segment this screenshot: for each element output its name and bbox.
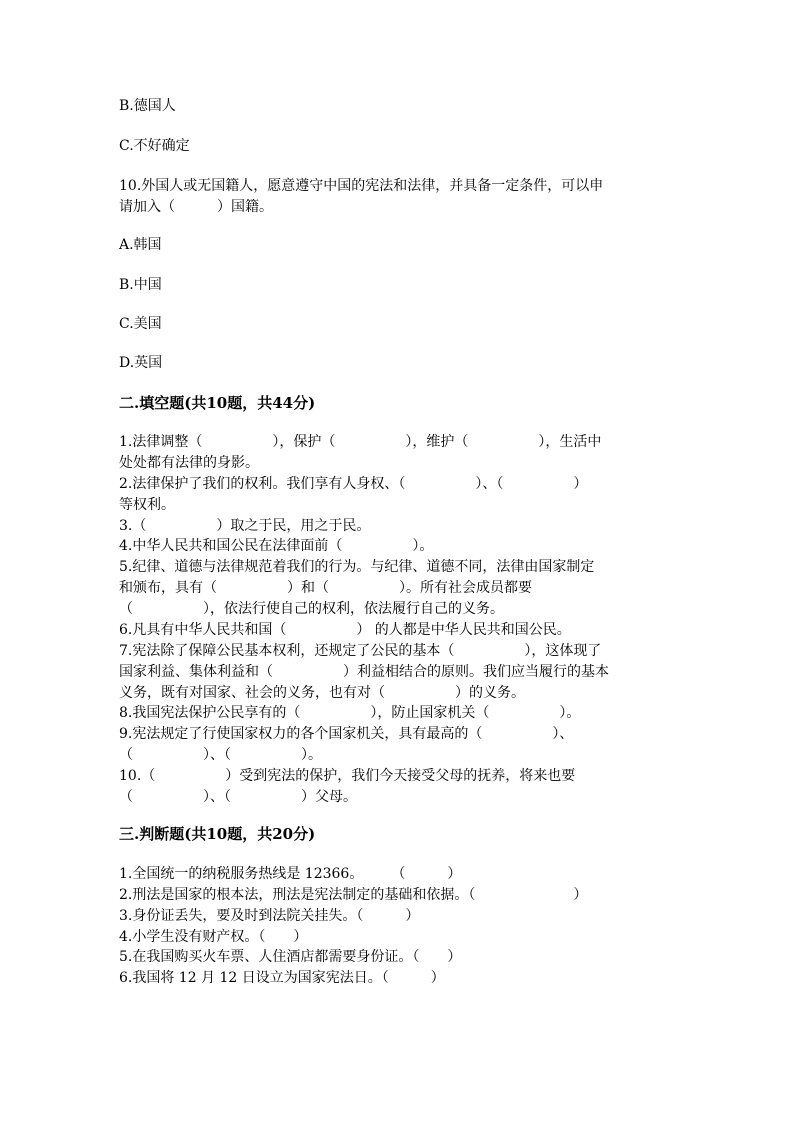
fill-line: 3.（ ）取之于民，用之于民。: [119, 518, 371, 534]
q10-option-a: A.韩国: [119, 237, 162, 253]
judge-line: 4.小学生没有财产权。（ ）: [119, 929, 308, 945]
fill-line: （ ）、（ ）父母。: [119, 789, 357, 805]
fill-line: 5.纪律、道德与法律规范着我们的行为。与纪律、道德不同，法律由国家制定: [119, 559, 595, 575]
fill-line: （ ）、（ ）。: [119, 747, 322, 763]
fill-line: 9.宪法规定了行使国家权力的各个国家机关，具有最高的（ ）、: [119, 726, 574, 742]
fill-line: 1.法律调整（ ），保护（ ），维护（ ），生活中: [119, 434, 602, 450]
judge-line: 5.在我国购买火车票、人住酒店都需要身份证。（ ）: [119, 949, 462, 965]
q10-option-c: C.美国: [119, 316, 162, 332]
q10-stem-line-1: 10.外国人或无国籍人，愿意遵守中国的宪法和法律，并具备一定条件，可以申: [119, 178, 604, 194]
judge-line: 2.刑法是国家的根本法，刑法是宪法制定的基础和依据。（ ）: [119, 887, 588, 903]
fill-line: 4.中华人民共和国公民在法律面前（ ）。: [119, 538, 434, 554]
fill-line: 和颁布，具有（ ）和（ ）。所有社会成员都要: [119, 580, 532, 596]
judge-line: 1.全国统一的纳税服务热线是 12366。 （ ）: [119, 866, 462, 882]
judge-line: 3.身份证丢失，要及时到法院关挂失。（ ）: [119, 908, 420, 924]
option-c-uncertain: C.不好确定: [119, 138, 190, 154]
fill-line: 处处都有法律的身影。: [119, 455, 259, 471]
fill-line: 国家利益、集体利益和（ ）利益相结合的原则。我们应当履行的基本: [119, 664, 609, 680]
fill-line: 2.法律保护了我们的权利。我们享有人身权、（ ）、（ ）: [119, 476, 588, 492]
fill-line: 10.（ ）受到宪法的保护，我们今天接受父母的抚养，将来也要: [119, 768, 576, 784]
judge-line: 6.我国将 12 月 12 日设立为国家宪法日。（ ）: [119, 970, 445, 986]
fill-line: （ ），依法行使自己的权利，依法履行自己的义务。: [119, 601, 504, 617]
section2-title: 二.填空题(共10题，共44分): [119, 394, 316, 412]
section3-title: 三.判断题(共10题，共20分): [119, 825, 316, 843]
q10-stem-line-2: 请加入（ ）国籍。: [119, 199, 273, 215]
q10-option-d: D.英国: [119, 355, 163, 371]
fill-line: 等权利。: [119, 497, 175, 513]
q10-option-b: B.中国: [119, 277, 162, 293]
fill-line: 义务，既有对国家、社会的义务，也有对（ ）的义务。: [119, 685, 525, 701]
option-b-german: B.德国人: [119, 98, 176, 114]
fill-line: 8.我国宪法保护公民享有的（ ），防止国家机关（ ）。: [119, 705, 581, 721]
fill-line: 6.凡具有中华人民共和国（ ） 的人都是中华人民共和国公民。: [119, 622, 571, 638]
fill-line: 7.宪法除了保障公民基本权利，还规定了公民的基本（ ），这体现了: [119, 643, 602, 659]
